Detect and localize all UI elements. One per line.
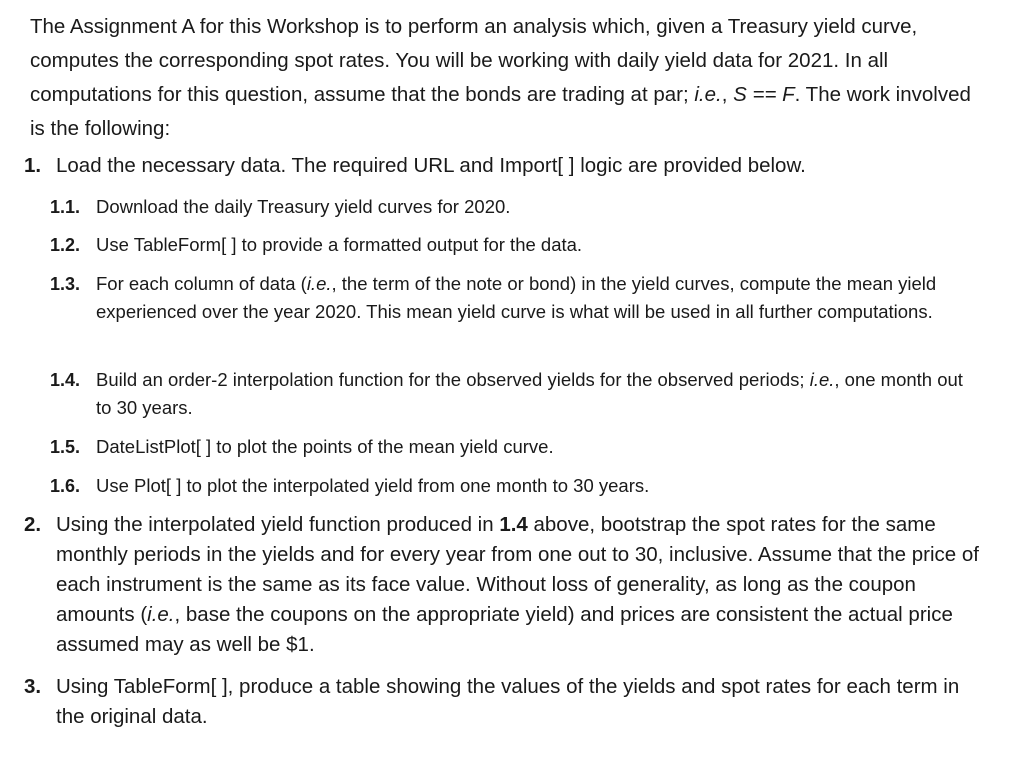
sub-item-text	[96, 270, 976, 326]
list-item-reference: 1.4	[499, 513, 528, 536]
sub-item-text: Use TableForm[ ] to provide a formatted output for the data.	[96, 234, 583, 255]
sub-item-number: 1.3.	[50, 274, 81, 294]
sub-item-1-2	[50, 231, 976, 259]
sub-item-1-5	[50, 433, 976, 461]
intro-text-2: ,	[721, 83, 734, 106]
intro-ie: i.e.	[694, 83, 722, 106]
intro-text-1: The Assignment A for this Workshop is to perform an analysis which, given a Treasury yield curve, computes the corresponding spot rates. You will be working with daily yield data for 2021. In all computations for this question, assume that the bonds are trading at par;	[30, 15, 918, 106]
sub-item-number: 1.5.	[50, 437, 81, 457]
sub-item-text-part: Build an order-2 interpolation function for the observed yields for the observed periods;	[96, 369, 810, 390]
sub-item-ie: i.e.	[306, 273, 332, 294]
sub-item-text: Download the daily Treasury yield curves for 2020.	[96, 196, 511, 217]
list-item-ie: i.e.	[147, 603, 175, 626]
list-item-number: 1.	[24, 154, 42, 177]
sub-item-text-part: , one month out to 30 years.	[96, 369, 963, 418]
list-item-text-part: Using the interpolated yield function produced in	[56, 513, 500, 536]
list-item-text	[56, 510, 986, 660]
list-item-text: Using TableForm[ ], produce a table showing the values of the yields and spot rates for each term in the original data.	[56, 675, 960, 728]
sub-item-number: 1.1.	[50, 197, 81, 217]
list-item-number: 3.	[24, 675, 42, 698]
sub-item-text: DateListPlot[ ] to plot the points of the mean yield curve.	[96, 436, 554, 457]
sub-item-1-1	[50, 193, 976, 221]
sub-item-1-4	[50, 366, 976, 422]
sub-item-number: 1.4.	[50, 370, 81, 390]
sub-item-number: 1.2.	[50, 235, 81, 255]
list-item-text: Load the necessary data. The required URL and Import[ ] logic are provided below.	[56, 154, 806, 177]
list-item-3	[24, 672, 986, 732]
sub-item-text-part: For each column of data (	[96, 273, 307, 294]
sub-item-text: Use Plot[ ] to plot the interpolated yield from one month to 30 years.	[96, 475, 650, 496]
list-item-1	[24, 151, 986, 181]
intro-equation: S == F	[733, 83, 795, 106]
list-item-2	[24, 510, 986, 660]
list-item-text-part: above, bootstrap the spot rates for the same monthly periods in the yields and for every year from one out to 30, inclusive. Assume that the price of each instrument is the same as its face value. Without loss of generality, as long as the coupon amounts (	[56, 513, 979, 626]
sub-item-1-6	[50, 472, 976, 500]
sub-item-number: 1.6.	[50, 476, 81, 496]
list-item-number: 2.	[24, 513, 42, 536]
list-item-text-part: , base the coupons on the appropriate yield) and prices are consistent the actual price assumed may as well be $1.	[56, 603, 953, 656]
sub-item-1-3	[50, 270, 976, 326]
sub-item-text	[96, 366, 976, 422]
intro-text-3: . The work involved is the following:	[30, 83, 971, 140]
sub-item-text-part: , the term of the note or bond) in the yield curves, compute the mean yield experienced over the year 2020. This mean yield curve is what will be used in all further computations.	[96, 273, 937, 322]
intro-paragraph	[30, 10, 990, 146]
sub-item-ie: i.e.	[809, 369, 835, 390]
